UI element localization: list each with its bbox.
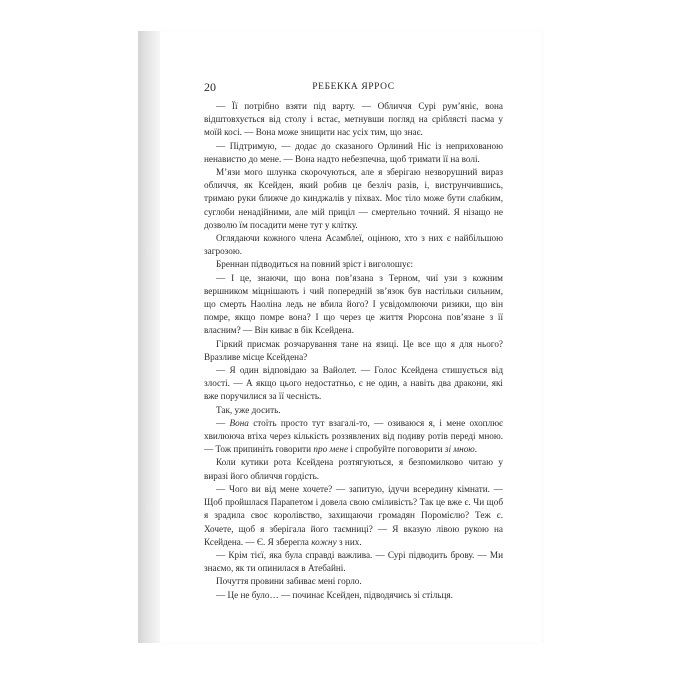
paragraph-text: — bbox=[216, 417, 230, 428]
paragraph-text: — Це не було… — починає Ксейден, підводячись зі стільця. bbox=[216, 589, 453, 600]
body-paragraph bbox=[204, 232, 503, 258]
body-paragraph bbox=[204, 483, 503, 549]
body-paragraph bbox=[204, 338, 503, 364]
body-paragraph bbox=[204, 100, 503, 140]
body-paragraph bbox=[204, 456, 503, 482]
paragraph-text: Бреннан підводиться на повний зріст і виголошує: bbox=[216, 259, 414, 270]
body-paragraph bbox=[204, 166, 503, 232]
body-paragraph bbox=[204, 417, 503, 457]
paragraph-text: і спробуйте поговорити bbox=[348, 444, 445, 455]
page-number: 20 bbox=[204, 80, 216, 94]
body-paragraph bbox=[204, 589, 503, 602]
paragraph-text: — Крім тієї, яка була справді важлива. — Сурі підводить брову. — Ми знаємо, як ти опинилася в Атебайні. bbox=[204, 549, 503, 574]
paragraph-text: Коли кутики рота Ксейдена розтягуються, я безпомилково читаю у виразі його обличчя гордість. bbox=[204, 457, 503, 481]
book-page bbox=[160, 31, 542, 643]
paragraph-text: з них. bbox=[336, 536, 362, 547]
page-body-text bbox=[204, 100, 503, 602]
paragraph-text: — Чого ви від мене хочете? — запитую, ідучи всередину кімнати. — Щоб пройшлася Парапетом і довела свою сміливість? Так це вже є. Чи щоб я зрадила своє королівство, захищаючи громадян Поромієлю? Теж є. Хочете, щоб я зберігала його таємниці? — Я вказую лівою рукою на Ксейдена. — Є. Я зберегла bbox=[204, 483, 503, 547]
running-head-author: РЕБЕККА ЯРРОС bbox=[312, 82, 395, 92]
italic-text: кожну bbox=[311, 536, 337, 547]
paragraph-text: Почуття провини забиває мені горло. bbox=[216, 576, 362, 587]
body-paragraph bbox=[204, 140, 503, 166]
paragraph-text: Оглядаючи кожного члена Асамблеї, оцінюю, хто з них є найбільшою загрозою. bbox=[204, 233, 503, 257]
body-paragraph bbox=[204, 272, 503, 338]
paragraph-text: Гіркий присмак розчарування тане на язиці. Це все що я для нього? Вразливе місце Ксейдена? bbox=[204, 338, 503, 362]
body-paragraph bbox=[204, 258, 503, 271]
paragraph-text: — Її потрібно взяти під варту. — Обличчя Сурі рум’яніє, вона відштовхується від столу і встає, метнувши погляд на сріблясті пасма у моїй косі. — Вона може знищити нас усіх тим, що знає. bbox=[204, 101, 503, 138]
page-header bbox=[204, 80, 503, 94]
body-paragraph bbox=[204, 364, 503, 404]
italic-text: зі мною bbox=[444, 444, 475, 455]
paragraph-text: Так, уже досить. bbox=[216, 404, 281, 415]
paragraph-text: стоїть просто тут взагалі-то, — озиваюся я, і мене охоплює хвилююча втіха через кількість роззявлених від подиву ротів переді мною. — Тож припиніть говорити bbox=[204, 417, 503, 455]
body-paragraph bbox=[204, 404, 503, 417]
paragraph-text: — І це, знаючи, що вона пов’язана з Терном, чиї узи з кожним вершником міцнішають і чий попередній зв’язок був настільки сильним, що смерть Наоліна ледь не вбила його? І усвідомлюючи ризики, що він помре, якщо помре вона? І що через це життя Рюрсона пов’язане з її власним? — Він киває в бік Ксейдена. bbox=[204, 272, 503, 336]
body-paragraph bbox=[204, 575, 503, 588]
italic-text: про мене bbox=[313, 444, 349, 455]
paragraph-text: М’язи мого шлунка скорочуються, але я зберігаю незворушний вираз обличчя, як Ксейден, який робив це безліч разів, і, виструнчившись, тримаю руки ближче до кинджалів у піхвах. Моє тіло може бути слабким, суглоби ненадійними, але мій приціл — смертельно точний. Я нізащо не дозволю їм посадити мене тут у клітку. bbox=[204, 167, 503, 230]
paragraph-text: — Підтримую, — додає до сказаного Орлиний Ніс із неприхованою ненавистю до мене. — Вона надто небезпечна, щоб тримати її на волі. bbox=[204, 140, 503, 164]
paragraph-text: — Я один відповідаю за Вайолет. — Голос Ксейдена стишується від злості. — А якщо цього недостатньо, є не один, а навіть два дракони, які вже поручилися за її чесність. bbox=[204, 365, 503, 402]
paragraph-text: . bbox=[474, 444, 478, 455]
italic-text: Вона bbox=[229, 417, 249, 428]
page-gutter-shadow bbox=[138, 31, 160, 643]
body-paragraph bbox=[204, 549, 503, 575]
